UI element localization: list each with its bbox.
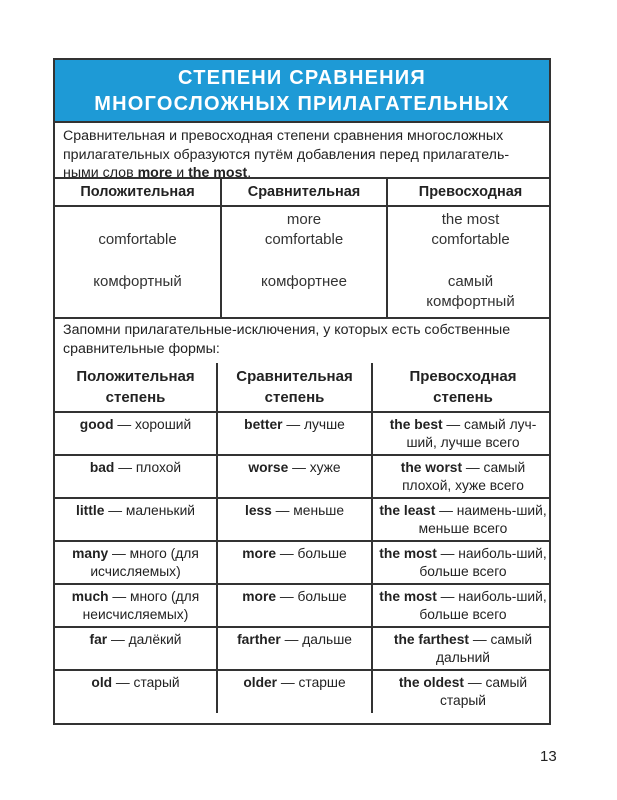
exc-superlative: [372, 541, 551, 584]
header-superlative: Превосходная: [387, 179, 551, 206]
exceptions-notice: Запомни прилагательные-исключения, у которых есть собственные сравнительные формы:: [63, 322, 511, 357]
title-line-2: МНОГОСЛОЖНЫХ ПРИЛАГАТЕЛЬНЫХ: [94, 92, 510, 115]
superlative-en-2: comfortable: [431, 231, 510, 248]
exc-translation: — меньше: [271, 503, 345, 518]
exc-word: farther: [237, 632, 281, 647]
exc-header-comparative-l2: степень: [264, 389, 325, 406]
exceptions-table: [55, 363, 551, 713]
exc-positive: [55, 455, 217, 498]
superlative-ru-1: самый: [447, 273, 494, 290]
exc-comparative: [217, 627, 372, 670]
exc-word: bad: [89, 460, 115, 475]
exc-word: the worst: [400, 460, 463, 475]
exc-superlative: [372, 670, 551, 713]
superlative-en-1: the most: [441, 211, 500, 228]
exc-positive: [55, 584, 217, 627]
exc-word: good: [79, 417, 114, 432]
exc-translation: — наимень-ший, меньше всего: [418, 503, 547, 536]
table-row: [55, 455, 551, 498]
superlative-ru-2: комфортный: [426, 293, 515, 310]
exc-header-positive: [55, 363, 217, 412]
cell-superlative: [387, 206, 551, 318]
exc-word: the oldest: [398, 675, 464, 690]
exc-word: much: [71, 589, 109, 604]
intro-end: .: [247, 165, 252, 181]
comfortable-table: [55, 179, 551, 319]
exc-word: more: [242, 546, 277, 561]
exc-translation: — много (для неисчисляемых): [82, 589, 200, 622]
header-comparative: Сравнительная: [221, 179, 387, 206]
exc-translation: — много (для исчисляемых): [90, 546, 199, 579]
exc-translation: — самый плохой, хуже всего: [402, 460, 526, 493]
exc-word: better: [244, 417, 283, 432]
exc-header-superlative-l1: Превосходная: [409, 368, 517, 385]
intro-text: Сравнительная и превосходная степени сравнения многосложных прилагательных образуются путём добавления перед прилагатель-ными слов: [63, 128, 510, 181]
title-line-1: СТЕПЕНИ СРАВНЕНИЯ: [178, 66, 426, 89]
grammar-card: [53, 58, 551, 725]
exc-translation: — самый старый: [439, 675, 528, 708]
exc-translation: — старше: [277, 675, 346, 690]
exc-superlative: [372, 498, 551, 541]
cell-comparative: [221, 206, 387, 318]
exc-translation: — плохой: [114, 460, 182, 475]
exc-positive: [55, 627, 217, 670]
table-row: [55, 627, 551, 670]
exc-word: worse: [248, 460, 289, 475]
exc-comparative: [217, 670, 372, 713]
exc-word: the least: [379, 503, 436, 518]
positive-ru: комфортный: [93, 273, 182, 290]
exc-word: the farthest: [393, 632, 469, 647]
page-number: 13: [540, 748, 557, 765]
exc-superlative: [372, 412, 551, 455]
exc-translation: — самый луч-ший, лучше всего: [406, 417, 537, 450]
exc-positive: [55, 498, 217, 541]
table-row: [55, 541, 551, 584]
exc-translation: — наиболь-ший, больше всего: [419, 589, 547, 622]
exc-word: many: [72, 546, 109, 561]
exc-translation: — больше: [276, 589, 347, 604]
exc-comparative: [217, 498, 372, 541]
exc-header-comparative: [217, 363, 372, 412]
table-row: [55, 498, 551, 541]
cell-positive: [55, 206, 221, 318]
exc-comparative: [217, 455, 372, 498]
exc-positive: [55, 412, 217, 455]
comparative-en-1: more: [286, 211, 322, 228]
exc-header-comparative-l1: Сравнительная: [236, 368, 353, 385]
exc-positive: [55, 541, 217, 584]
exc-word: the most: [379, 546, 437, 561]
exc-comparative: [217, 412, 372, 455]
intro-conj: и: [172, 165, 189, 181]
header-positive: Положительная: [55, 179, 221, 206]
exc-header-superlative-l2: степень: [433, 389, 493, 406]
exc-word: more: [242, 589, 277, 604]
exc-word: older: [243, 675, 278, 690]
intro-paragraph: [55, 123, 549, 179]
table-row: [55, 412, 551, 455]
exc-superlative: [372, 584, 551, 627]
comparative-en-2: comfortable: [264, 231, 344, 248]
exc-translation: — дальше: [280, 632, 352, 647]
exc-word: the best: [389, 417, 443, 432]
exc-translation: — маленький: [104, 503, 195, 518]
exc-translation: — больше: [276, 546, 347, 561]
exc-translation: — наиболь-ший, больше всего: [419, 546, 547, 579]
exc-word: old: [91, 675, 113, 690]
title-banner: [55, 60, 549, 123]
intro-word-more: more: [137, 165, 173, 181]
exc-word: little: [76, 503, 105, 518]
exc-translation: — старый: [112, 675, 180, 690]
exc-comparative: [217, 584, 372, 627]
exc-header-positive-l2: степень: [105, 389, 166, 406]
exc-header-positive-l1: Положительная: [76, 368, 195, 385]
table-row: [55, 584, 551, 627]
positive-en: comfortable: [98, 231, 177, 248]
table-row: [55, 670, 551, 713]
exc-translation: — хуже: [288, 460, 341, 475]
exc-word: the most: [379, 589, 437, 604]
exc-header-superlative: [372, 363, 551, 412]
exc-translation: — хороший: [113, 417, 192, 432]
exc-word: less: [244, 503, 272, 518]
exc-superlative: [372, 455, 551, 498]
comparative-ru: комфортнее: [261, 273, 347, 290]
exc-comparative: [217, 541, 372, 584]
exc-superlative: [372, 627, 551, 670]
exc-translation: — далёкий: [107, 632, 182, 647]
exc-translation: — самый дальний: [436, 632, 533, 665]
exc-word: far: [89, 632, 108, 647]
intro-word-the-most: the most: [188, 165, 248, 181]
exc-positive: [55, 670, 217, 713]
exc-translation: — лучше: [282, 417, 345, 432]
